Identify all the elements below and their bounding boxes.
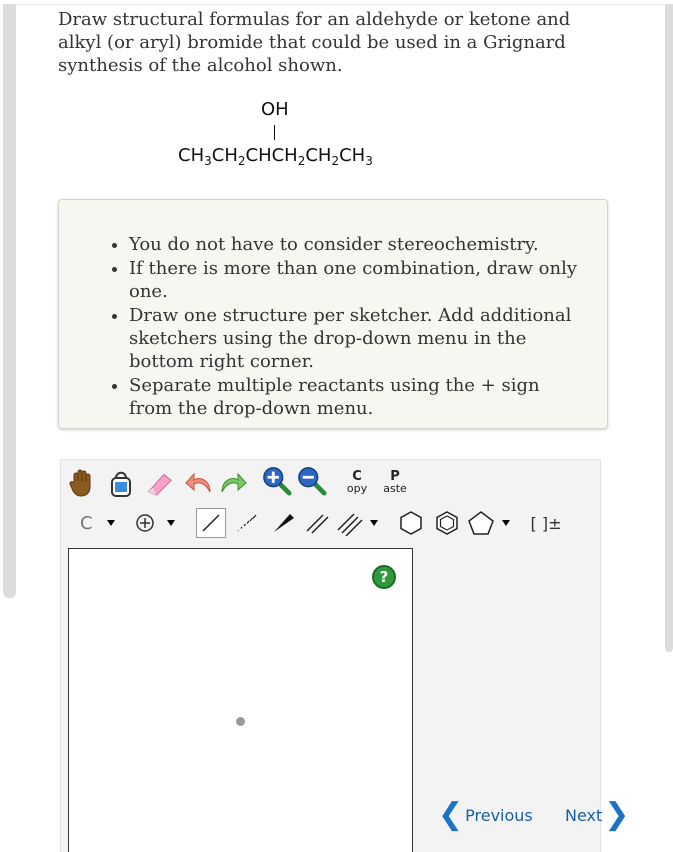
chevron-left-icon: ❮ (438, 797, 464, 832)
chevron-down-icon (370, 520, 378, 526)
bracket-charge-button[interactable]: [ ]± (530, 513, 562, 533)
cyclohexane-icon[interactable] (396, 508, 426, 538)
charge-dropdown[interactable] (135, 511, 185, 535)
paste-button[interactable]: P aste (383, 469, 407, 495)
copy-button[interactable]: C opy (346, 469, 368, 495)
next-label: Next (565, 805, 603, 825)
triple-bond-icon (336, 510, 364, 536)
chevron-down-icon (167, 520, 175, 526)
oh-bond-line (274, 125, 275, 140)
chevron-right-icon: ❯ (604, 797, 630, 832)
instructions-box (58, 199, 608, 429)
help-icon[interactable]: ? (372, 565, 396, 589)
lasso-select-icon[interactable] (106, 468, 136, 498)
hand-icon[interactable] (67, 468, 97, 498)
chevron-down-icon (107, 520, 115, 526)
single-bond-icon[interactable] (196, 508, 226, 538)
instruction-item: • Draw one structure per sketcher. Add additional sketchers using the drop-down menu in the bottom right corner. (129, 304, 587, 373)
instruction-item: • You do not have to consider stereochemistry. (129, 233, 587, 256)
zoom-out-icon[interactable] (297, 466, 327, 496)
plus-charge-icon (135, 513, 155, 533)
left-scrollbar[interactable] (3, 4, 16, 598)
zoom-in-icon[interactable] (262, 466, 292, 496)
wedge-bond-icon[interactable] (268, 508, 298, 538)
right-scrollbar[interactable] (665, 4, 673, 652)
next-button[interactable] (565, 797, 630, 832)
hydroxyl-label: OH (261, 99, 289, 120)
eraser-icon[interactable] (145, 468, 175, 498)
carbon-chain: $CH_3CH_2CHCH_2CH_2CH_3$ (178, 145, 373, 168)
atom-label: C (80, 512, 93, 534)
undo-icon[interactable] (184, 468, 214, 498)
instruction-item: • If there is more than one combination, draw only one. (129, 257, 587, 303)
question-text: Draw structural formulas for an aldehyde or ketone and alkyl (or aryl) bromide that could be used in a Grignard synthesis of the alcohol shown. (58, 9, 571, 76)
chevron-down-icon (502, 520, 510, 526)
cyclopentane-icon (466, 509, 496, 537)
drawing-canvas[interactable] (68, 548, 413, 852)
ring-dropdown[interactable] (466, 508, 516, 538)
previous-button[interactable] (438, 797, 533, 832)
triple-bond-dropdown[interactable] (336, 508, 382, 538)
hashed-bond-icon[interactable] (232, 508, 262, 538)
top-divider (16, 4, 665, 5)
double-bond-icon[interactable] (302, 508, 332, 538)
instruction-item: • Separate multiple reactants using the + sign from the drop-down menu. (129, 374, 587, 420)
redo-icon[interactable] (218, 468, 248, 498)
canvas-point (236, 717, 245, 726)
previous-label: Previous (465, 805, 533, 825)
benzene-icon[interactable] (432, 508, 462, 538)
instructions-list (59, 200, 607, 420)
atom-dropdown[interactable] (70, 511, 122, 535)
